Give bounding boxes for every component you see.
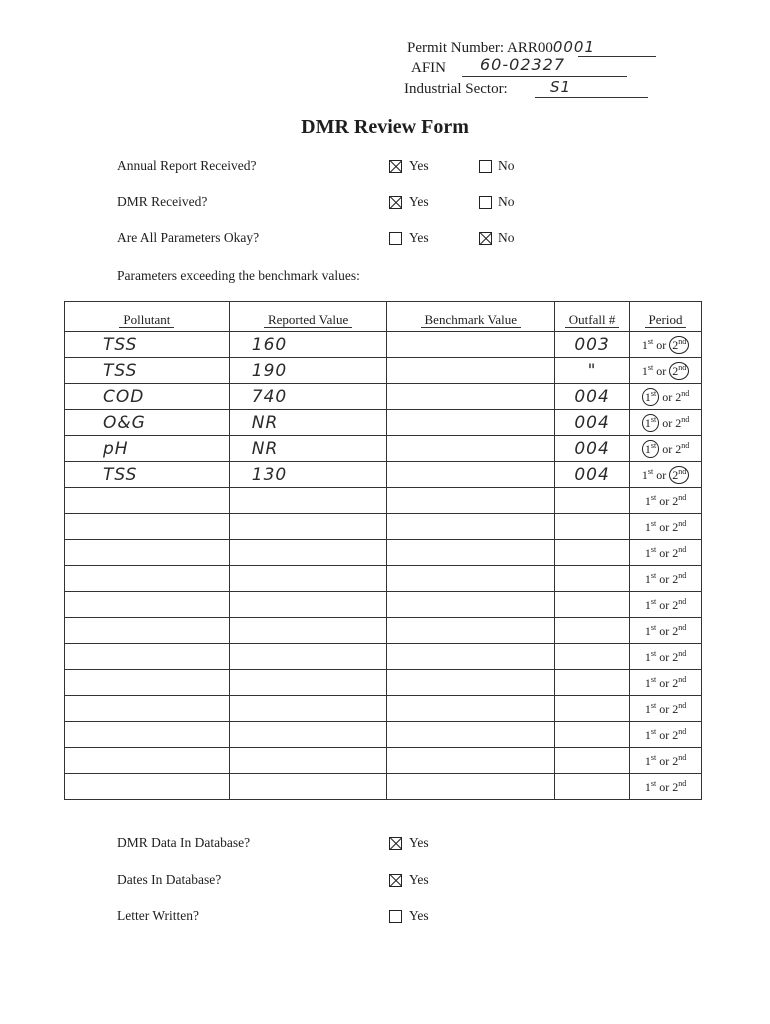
- benchmark-value-cell[interactable]: [387, 696, 555, 722]
- yes-checkbox[interactable]: [389, 160, 402, 173]
- period-second-sup: nd: [678, 622, 687, 632]
- period-first-num: 1: [644, 441, 651, 456]
- period-first-num: 1: [644, 623, 651, 638]
- pollutant-cell[interactable]: TSS: [65, 462, 230, 488]
- period-cell[interactable]: [630, 592, 702, 618]
- yes-checkbox[interactable]: [389, 874, 402, 887]
- period-second: [672, 520, 686, 534]
- benchmark-value-cell[interactable]: [387, 540, 555, 566]
- period-first: [645, 598, 656, 612]
- benchmark-value-cell[interactable]: [387, 358, 555, 384]
- reported-value-cell[interactable]: [229, 696, 387, 722]
- pollutant-cell[interactable]: TSS: [65, 358, 230, 384]
- benchmark-value-cell[interactable]: [387, 332, 555, 358]
- period-second-sup: nd: [681, 440, 690, 450]
- period-first-sup: st: [650, 440, 657, 450]
- period-first-sup: st: [647, 362, 654, 372]
- period-second-num: 2: [675, 415, 682, 430]
- no-checkbox[interactable]: [479, 196, 492, 209]
- period-second: [672, 650, 686, 664]
- period-first-num: 1: [641, 467, 648, 482]
- period-first-sup: st: [647, 466, 654, 476]
- period-cell[interactable]: [630, 514, 702, 540]
- period-first-sup: st: [650, 648, 657, 658]
- yes-label: Yes: [409, 835, 429, 850]
- period-first: [645, 494, 656, 508]
- period-second-num: 2: [672, 519, 679, 534]
- permit-number-handwritten: 0001: [552, 38, 596, 56]
- pollutant-cell[interactable]: [65, 644, 230, 670]
- outfall-cell[interactable]: [555, 696, 630, 722]
- period-first-num: 1: [644, 649, 651, 664]
- period-second-num: 2: [672, 363, 679, 378]
- table-row: [65, 722, 702, 748]
- period-first-num: 1: [644, 415, 651, 430]
- period-first-num: 1: [644, 389, 651, 404]
- period-second: [672, 546, 686, 560]
- period-first-sup: st: [650, 778, 657, 788]
- table-row: [65, 696, 702, 722]
- period-first-sup: st: [650, 622, 657, 632]
- question-label: Are All Parameters Okay?: [117, 230, 260, 245]
- period-first-num: 1: [644, 727, 651, 742]
- period-second-sup: nd: [678, 700, 687, 710]
- period-cell[interactable]: [630, 384, 702, 410]
- pollutant-cell[interactable]: [65, 488, 230, 514]
- outfall-cell[interactable]: [555, 566, 630, 592]
- period-second-num: 2: [672, 597, 679, 612]
- period-or: or: [659, 545, 670, 560]
- period-or: or: [659, 571, 670, 586]
- pollutant-cell[interactable]: [65, 566, 230, 592]
- period-cell[interactable]: [630, 488, 702, 514]
- outfall-cell[interactable]: [555, 644, 630, 670]
- outfall-cell[interactable]: [555, 670, 630, 696]
- period-first-sup: st: [650, 544, 657, 554]
- reported-value-cell[interactable]: [229, 774, 387, 800]
- period-first-num: 1: [644, 701, 651, 716]
- outfall-cell[interactable]: [555, 592, 630, 618]
- yes-checkbox[interactable]: [389, 910, 402, 923]
- period-first-sup: st: [650, 492, 657, 502]
- question-label: DMR Data In Database?: [117, 835, 251, 850]
- question-label: Annual Report Received?: [117, 158, 257, 173]
- question-label: Dates In Database?: [117, 872, 222, 887]
- no-checkbox[interactable]: [479, 232, 492, 245]
- outfall-cell[interactable]: 003: [555, 332, 630, 358]
- period-cell[interactable]: [630, 436, 702, 462]
- table-row: [65, 644, 702, 670]
- period-or: or: [662, 389, 673, 404]
- table-row: [65, 332, 702, 358]
- period-first-sup: st: [650, 570, 657, 580]
- sector-underline: [535, 97, 648, 98]
- period-first: [645, 702, 656, 716]
- parameters-table: [64, 301, 702, 800]
- col-period: Period: [630, 302, 702, 332]
- afin-label: AFIN: [411, 60, 447, 76]
- sector-line: [404, 81, 508, 98]
- period-first: [645, 754, 656, 768]
- period-first: [645, 572, 656, 586]
- table-row: [65, 410, 702, 436]
- benchmark-value-cell[interactable]: [387, 566, 555, 592]
- period-first: [645, 546, 656, 560]
- table-row: [65, 670, 702, 696]
- period-second-num: 2: [672, 675, 679, 690]
- period-second: [672, 598, 686, 612]
- period-second-num: 2: [675, 441, 682, 456]
- benchmark-value-cell[interactable]: [387, 644, 555, 670]
- period-first-num: 1: [641, 363, 648, 378]
- table-row: [65, 358, 702, 384]
- period-second: [669, 362, 689, 380]
- period-first-sup: st: [650, 596, 657, 606]
- sector-label: Industrial Sector:: [404, 81, 508, 97]
- period-or: or: [656, 363, 667, 378]
- yes-checkbox[interactable]: [389, 196, 402, 209]
- reported-value-cell[interactable]: 190: [229, 358, 387, 384]
- table-row: [65, 436, 702, 462]
- period-or: or: [659, 493, 670, 508]
- table-body: [65, 332, 702, 800]
- pollutant-cell[interactable]: [65, 748, 230, 774]
- outfall-cell[interactable]: [555, 514, 630, 540]
- afin-underline: [462, 76, 627, 77]
- period-first-sup: st: [650, 388, 657, 398]
- yes-checkbox[interactable]: [389, 837, 402, 850]
- outfall-cell[interactable]: [555, 748, 630, 774]
- period-cell[interactable]: [630, 462, 702, 488]
- period-first-sup: st: [650, 752, 657, 762]
- period-second-num: 2: [675, 389, 682, 404]
- period-second: [669, 466, 689, 484]
- period-cell[interactable]: [630, 696, 702, 722]
- period-first: [642, 440, 659, 458]
- period-cell[interactable]: [630, 748, 702, 774]
- period-second-sup: nd: [678, 466, 687, 476]
- period-or: or: [656, 467, 667, 482]
- period-second-sup: nd: [681, 414, 690, 424]
- yes-checkbox[interactable]: [389, 232, 402, 245]
- benchmark-value-cell[interactable]: [387, 384, 555, 410]
- col-reported-value: Reported Value: [229, 302, 387, 332]
- yes-label: Yes: [409, 872, 429, 887]
- outfall-cell[interactable]: 004: [555, 410, 630, 436]
- col-benchmark-value: Benchmark Value: [387, 302, 555, 332]
- reported-value-cell[interactable]: [229, 592, 387, 618]
- benchmark-value-cell[interactable]: [387, 748, 555, 774]
- no-label: No: [498, 194, 515, 209]
- benchmark-value-cell[interactable]: [387, 436, 555, 462]
- benchmark-value-cell[interactable]: [387, 722, 555, 748]
- table-row: [65, 514, 702, 540]
- table-row: [65, 566, 702, 592]
- period-second: [672, 754, 686, 768]
- period-second-num: 2: [672, 571, 679, 586]
- period-second-sup: nd: [678, 492, 687, 502]
- period-first-num: 1: [644, 493, 651, 508]
- period-cell[interactable]: [630, 774, 702, 800]
- period-or: or: [659, 675, 670, 690]
- period-or: or: [662, 441, 673, 456]
- period-first-num: 1: [644, 779, 651, 794]
- period-second: [675, 390, 689, 404]
- reported-value-cell[interactable]: [229, 644, 387, 670]
- pollutant-cell[interactable]: [65, 592, 230, 618]
- yes-label: Yes: [409, 230, 429, 245]
- period-first: [645, 728, 656, 742]
- period-first-num: 1: [644, 753, 651, 768]
- reported-value-cell[interactable]: [229, 540, 387, 566]
- period-second: [672, 702, 686, 716]
- outfall-cell[interactable]: [555, 540, 630, 566]
- permit-number-label: Permit Number: ARR00: [407, 40, 553, 56]
- reported-value-cell[interactable]: [229, 514, 387, 540]
- period-second: [672, 624, 686, 638]
- period-second: [672, 494, 686, 508]
- question-label: Letter Written?: [117, 908, 200, 923]
- pollutant-cell[interactable]: COD: [65, 384, 230, 410]
- period-second-num: 2: [672, 649, 679, 664]
- afin-line: [411, 60, 446, 77]
- period-first-sup: st: [650, 674, 657, 684]
- period-second: [672, 728, 686, 742]
- period-first-num: 1: [644, 545, 651, 560]
- pollutant-cell[interactable]: [65, 540, 230, 566]
- reported-value-cell[interactable]: 130: [229, 462, 387, 488]
- period-or: or: [656, 337, 667, 352]
- yes-label: Yes: [409, 194, 429, 209]
- period-or: or: [659, 701, 670, 716]
- period-first: [642, 468, 653, 482]
- period-second-num: 2: [672, 337, 679, 352]
- period-cell[interactable]: [630, 566, 702, 592]
- benchmark-value-cell[interactable]: [387, 670, 555, 696]
- benchmark-value-cell[interactable]: [387, 618, 555, 644]
- pollutant-cell[interactable]: [65, 618, 230, 644]
- period-second: [672, 572, 686, 586]
- page-title: DMR Review Form: [301, 116, 469, 138]
- period-first-num: 1: [644, 675, 651, 690]
- pollutant-cell[interactable]: TSS: [65, 332, 230, 358]
- pollutant-cell[interactable]: [65, 670, 230, 696]
- table-row: [65, 384, 702, 410]
- outfall-cell[interactable]: [555, 722, 630, 748]
- outfall-cell[interactable]: 004: [555, 384, 630, 410]
- period-cell[interactable]: [630, 722, 702, 748]
- benchmark-value-cell[interactable]: [387, 592, 555, 618]
- period-second-num: 2: [672, 727, 679, 742]
- period-second-sup: nd: [678, 648, 687, 658]
- period-second-num: 2: [672, 623, 679, 638]
- period-first-num: 1: [641, 337, 648, 352]
- period-first-sup: st: [647, 336, 654, 346]
- period-cell[interactable]: [630, 618, 702, 644]
- reported-value-cell[interactable]: NR: [229, 436, 387, 462]
- period-second-sup: nd: [678, 336, 687, 346]
- table-row: [65, 618, 702, 644]
- table-header-row: [65, 302, 702, 332]
- table-row: [65, 748, 702, 774]
- afin-value: 60-02327: [480, 55, 566, 74]
- outfall-cell[interactable]: ": [555, 358, 630, 384]
- col-outfall: Outfall #: [555, 302, 630, 332]
- period-first: [645, 624, 656, 638]
- outfall-cell[interactable]: [555, 488, 630, 514]
- table-row: [65, 592, 702, 618]
- period-second-num: 2: [672, 545, 679, 560]
- period-or: or: [659, 597, 670, 612]
- period-or: or: [659, 779, 670, 794]
- period-or: or: [659, 623, 670, 638]
- outfall-cell[interactable]: [555, 618, 630, 644]
- period-first: [642, 338, 653, 352]
- pollutant-cell[interactable]: [65, 514, 230, 540]
- table-row: [65, 462, 702, 488]
- period-first-num: 1: [644, 597, 651, 612]
- period-second-sup: nd: [678, 596, 687, 606]
- period-second: [672, 780, 686, 794]
- period-second-num: 2: [672, 467, 679, 482]
- question-label: DMR Received?: [117, 194, 208, 209]
- period-first: [645, 676, 656, 690]
- period-cell[interactable]: [630, 670, 702, 696]
- period-second-sup: nd: [681, 388, 690, 398]
- period-first: [642, 364, 653, 378]
- period-cell[interactable]: [630, 332, 702, 358]
- reported-value-cell[interactable]: [229, 670, 387, 696]
- period-or: or: [659, 727, 670, 742]
- reported-value-cell[interactable]: [229, 618, 387, 644]
- table-row: [65, 774, 702, 800]
- period-first-sup: st: [650, 518, 657, 528]
- outfall-cell[interactable]: 004: [555, 436, 630, 462]
- period-or: or: [659, 519, 670, 534]
- period-cell[interactable]: [630, 540, 702, 566]
- period-or: or: [659, 753, 670, 768]
- sector-value: S1: [550, 78, 572, 96]
- no-label: No: [498, 230, 515, 245]
- reported-value-cell[interactable]: NR: [229, 410, 387, 436]
- period-second-sup: nd: [678, 570, 687, 580]
- benchmark-value-cell[interactable]: [387, 410, 555, 436]
- period-second-sup: nd: [678, 544, 687, 554]
- outfall-cell[interactable]: 004: [555, 462, 630, 488]
- period-first-sup: st: [650, 414, 657, 424]
- period-second: [669, 336, 689, 354]
- benchmark-value-cell[interactable]: [387, 774, 555, 800]
- reported-value-cell[interactable]: [229, 722, 387, 748]
- period-second-sup: nd: [678, 674, 687, 684]
- period-first: [642, 414, 659, 432]
- period-or: or: [662, 415, 673, 430]
- period-first-num: 1: [644, 571, 651, 586]
- period-second-num: 2: [672, 779, 679, 794]
- period-second-sup: nd: [678, 726, 687, 736]
- period-cell[interactable]: [630, 644, 702, 670]
- yes-label: Yes: [409, 158, 429, 173]
- pollutant-cell[interactable]: [65, 774, 230, 800]
- period-second: [672, 676, 686, 690]
- period-second-num: 2: [672, 753, 679, 768]
- exceed-label: Parameters exceeding the benchmark values:: [117, 268, 360, 283]
- pollutant-cell[interactable]: pH: [65, 436, 230, 462]
- pollutant-cell[interactable]: [65, 696, 230, 722]
- no-checkbox[interactable]: [479, 160, 492, 173]
- benchmark-value-cell[interactable]: [387, 462, 555, 488]
- period-second-num: 2: [672, 493, 679, 508]
- period-cell[interactable]: [630, 410, 702, 436]
- table-row: [65, 488, 702, 514]
- period-first-sup: st: [650, 700, 657, 710]
- pollutant-cell[interactable]: O&G: [65, 410, 230, 436]
- reported-value-cell[interactable]: [229, 566, 387, 592]
- period-second-sup: nd: [678, 778, 687, 788]
- period-second-num: 2: [672, 701, 679, 716]
- reported-value-cell[interactable]: 160: [229, 332, 387, 358]
- period-second-sup: nd: [678, 752, 687, 762]
- pollutant-cell[interactable]: [65, 722, 230, 748]
- reported-value-cell[interactable]: 740: [229, 384, 387, 410]
- period-second: [675, 442, 689, 456]
- period-second: [675, 416, 689, 430]
- period-cell[interactable]: [630, 358, 702, 384]
- reported-value-cell[interactable]: [229, 488, 387, 514]
- period-first-num: 1: [644, 519, 651, 534]
- period-first-sup: st: [650, 726, 657, 736]
- reported-value-cell[interactable]: [229, 748, 387, 774]
- benchmark-value-cell[interactable]: [387, 488, 555, 514]
- col-pollutant: Pollutant: [65, 302, 230, 332]
- no-label: No: [498, 158, 515, 173]
- yes-label: Yes: [409, 908, 429, 923]
- period-second-sup: nd: [678, 362, 687, 372]
- period-first: [642, 388, 659, 406]
- period-second-sup: nd: [678, 518, 687, 528]
- permit-underline: [578, 56, 656, 57]
- period-or: or: [659, 649, 670, 664]
- period-first: [645, 650, 656, 664]
- benchmark-value-cell[interactable]: [387, 514, 555, 540]
- period-first: [645, 780, 656, 794]
- period-first: [645, 520, 656, 534]
- table-row: [65, 540, 702, 566]
- outfall-cell[interactable]: [555, 774, 630, 800]
